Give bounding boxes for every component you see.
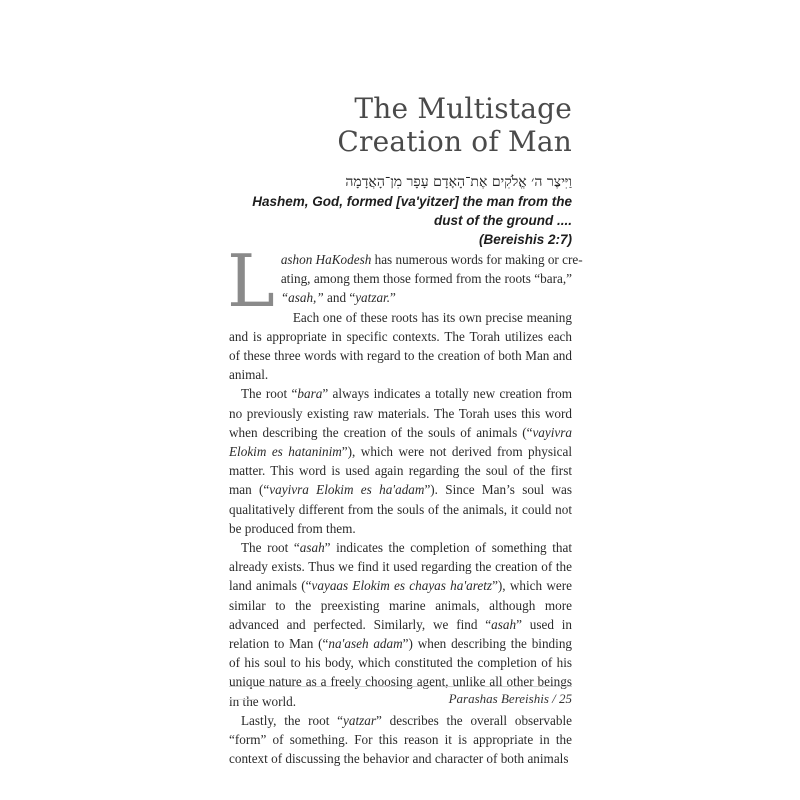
italic-term: yatzar. — [355, 290, 391, 306]
text-run: ”), which were not derived from physical matter. This word is used again regarding the soul of the first man (“ — [229, 444, 572, 498]
epigraph — [212, 172, 572, 249]
running-footer: Parashas Bereishis / 25 — [448, 691, 572, 706]
text-run: has numerous words for making or cre- — [371, 252, 583, 267]
paragraph-3 — [229, 384, 572, 538]
italic-term: asah — [491, 616, 517, 632]
chapter-title — [337, 92, 572, 158]
text-line — [229, 288, 572, 307]
text-run: The root “ — [241, 540, 300, 556]
italic-term: vayaas Elokim es chayas ha'aretz — [311, 578, 493, 594]
italic-term: “asah,” — [280, 290, 324, 306]
footer-mark — [229, 699, 255, 700]
text-run: Lastly, the root “ — [241, 712, 344, 728]
text-run: and “ — [323, 290, 356, 306]
epigraph-hebrew-verse: וַיִּיצֶר ה׳ אֱלֹקִים אֶת־הָאָדָם עָפָר מִן־הָאֲדָמָה — [345, 174, 572, 190]
chapter-title-line-2: Creation of Man — [337, 125, 572, 158]
text-run: ”). Since Man’s soul was qualitatively different from the souls of the animals, it could not be produced from them. — [229, 482, 573, 536]
text-line — [229, 250, 583, 269]
text-run: ” always indicates a totally new creation from no previously existing raw materials. The Torah uses this word when describing the creation of the souls of animals (“ — [229, 386, 573, 440]
epigraph-translation-line-2: dust of the ground .... — [434, 213, 572, 228]
paragraph-5 — [229, 711, 572, 769]
italic-term: ashon HaKodesh — [280, 252, 372, 267]
text-run: ” indicates the completion of something that already exists. Thus we find it used regarding the creation of the land animals (“ — [229, 540, 572, 594]
text-run: ating, among them those formed from the roots “bara,” — [280, 271, 572, 287]
text-run: The root “ — [241, 386, 298, 402]
text-run: ” — [390, 290, 396, 306]
italic-term: bara — [297, 386, 323, 402]
text-run: ”), which were similar to the preexisting marine animals, although more advanced and perfected. Similarly, we find “ — [229, 578, 572, 632]
italic-term: vayivra Elokim es hataninim — [229, 424, 572, 460]
italic-term: na'aseh adam — [328, 636, 403, 652]
paragraph-4 — [229, 538, 572, 711]
italic-term: asah — [299, 540, 325, 556]
chapter-title-line-1: The Multistage — [354, 92, 572, 125]
text-run: ” describes the overall observable “form” of something. For this reason it is appropriate in the context of discussing the behavior and character of both animals — [229, 712, 572, 767]
epigraph-translation-line-1: Hashem, God, formed [va'yitzer] the man from the — [252, 194, 572, 209]
epigraph-citation: (Bereishis 2:7) — [478, 232, 572, 247]
footer-rule — [229, 686, 572, 687]
drop-cap: L — [227, 239, 275, 323]
text-run: ”) when describing the binding of his soul to his body, which constituted the completion of his unique nature as a freely choosing agent, unlike all other beings in the world. — [229, 636, 573, 709]
text-line — [229, 269, 572, 288]
text-run: ” used in relation to Man (“ — [229, 616, 572, 652]
italic-term: yatzar — [343, 712, 376, 728]
italic-term: vayivra Elokim es ha'adam — [269, 482, 425, 498]
paragraph-2: Each one of these roots has its own precise meaning and is appropriate in specific contexts. The Torah utilizes each of these three words with regard to the creation of both Man and animal. — [229, 309, 572, 383]
